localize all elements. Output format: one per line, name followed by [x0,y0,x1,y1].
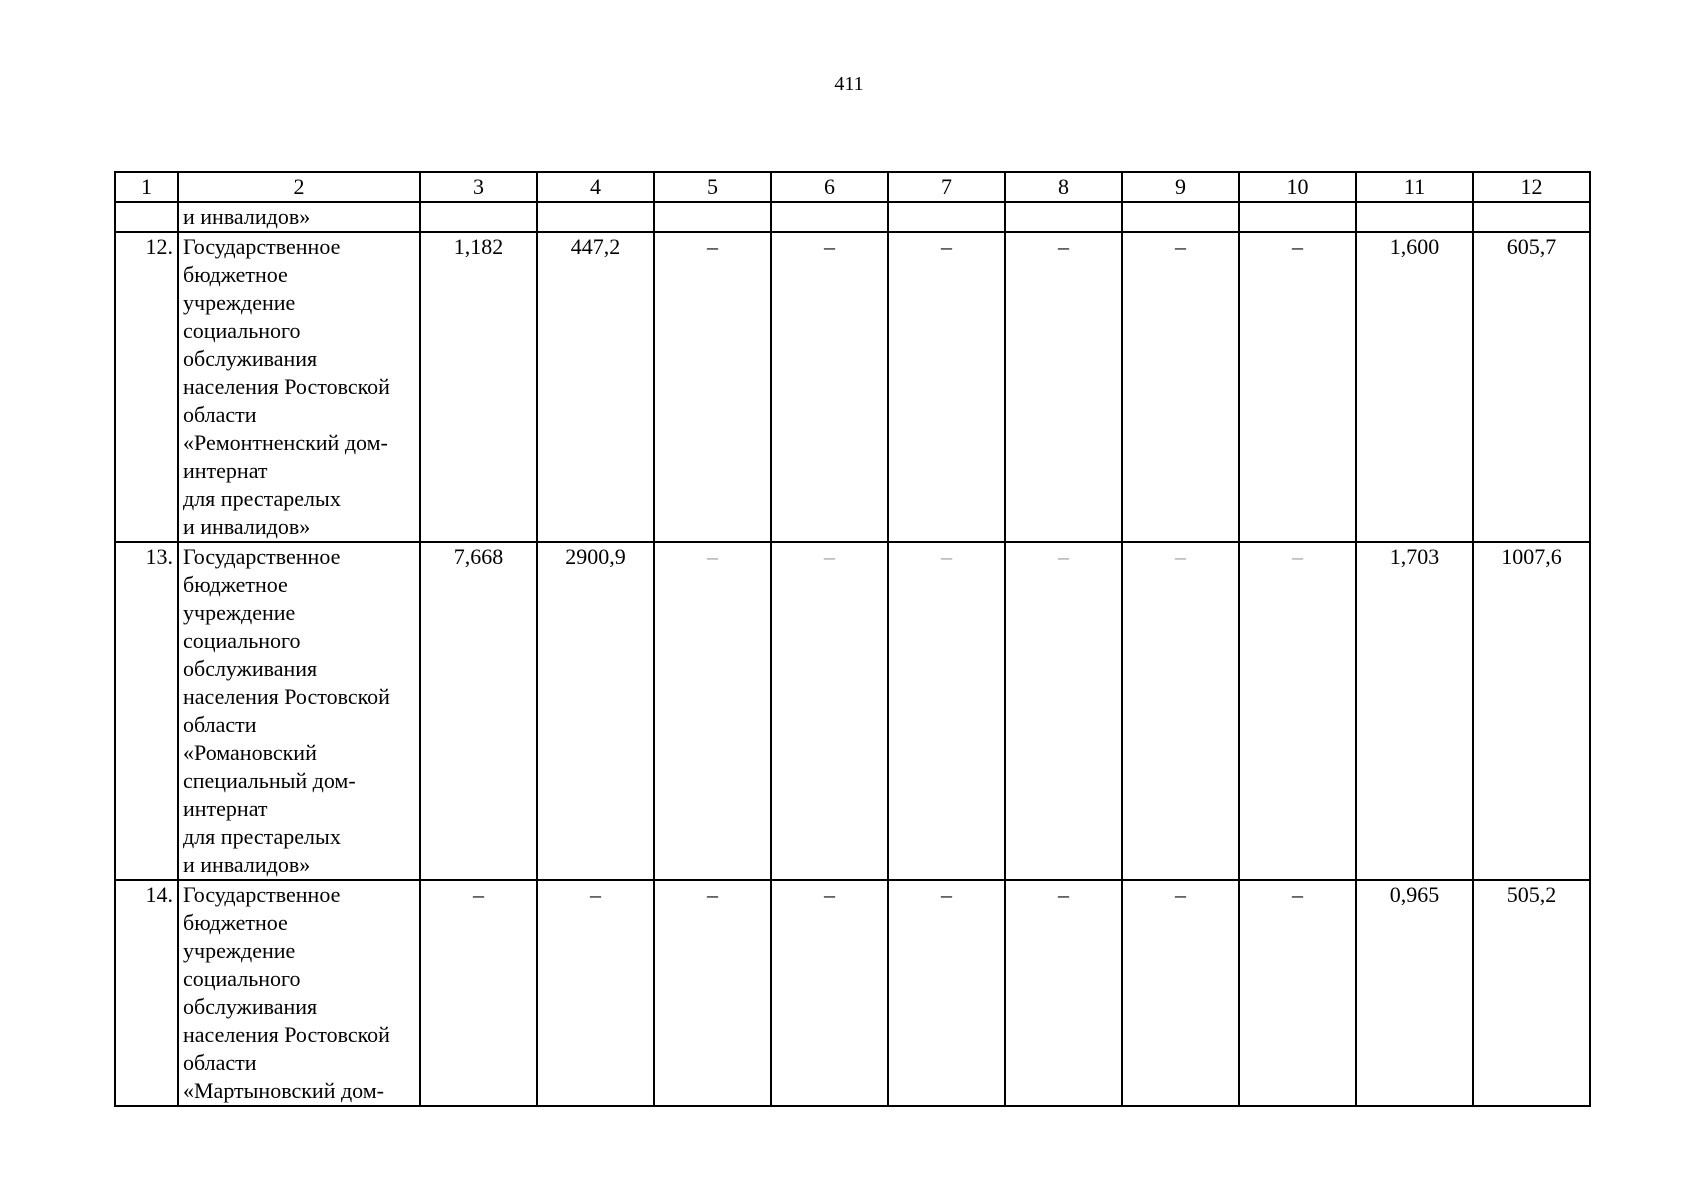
row-number: 14. [115,880,178,1106]
empty-cell [771,202,888,232]
header-cell: 5 [654,172,771,202]
empty-cell [1473,202,1590,232]
header-cell: 4 [537,172,654,202]
row-number: 12. [115,232,178,542]
value-cell: – [771,232,888,542]
table-row [115,542,1590,880]
empty-cell [1005,202,1122,232]
header-cell: 10 [1239,172,1356,202]
value-cell: 505,2 [1473,880,1590,1106]
value-cell: – [888,880,1005,1106]
empty-cell [1122,202,1239,232]
table-row [115,880,1590,1106]
value-cell: 1,600 [1356,232,1473,542]
value-cell: – [1005,232,1122,542]
value-cell: 0,965 [1356,880,1473,1106]
empty-cell [654,202,771,232]
header-cell: 9 [1122,172,1239,202]
value-cell: – [654,232,771,542]
header-cell: 12 [1473,172,1590,202]
header-cell: 11 [1356,172,1473,202]
header-cell: 2 [178,172,420,202]
header-cell: 6 [771,172,888,202]
value-cell: – [1239,880,1356,1106]
value-cell: 1,703 [1356,542,1473,880]
row-number: 13. [115,542,178,880]
empty-cell [1356,202,1473,232]
value-cell: – [1005,542,1122,880]
page-number: 411 [834,73,864,95]
value-cell: 605,7 [1473,232,1590,542]
value-cell: – [771,542,888,880]
data-table [114,171,1591,1107]
empty-cell [888,202,1005,232]
header-cell: 3 [420,172,537,202]
empty-cell [420,202,537,232]
empty-cell [1239,202,1356,232]
value-cell: – [888,542,1005,880]
value-cell: – [888,232,1005,542]
empty-cell [537,202,654,232]
header-cell: 8 [1005,172,1122,202]
value-cell: 1007,6 [1473,542,1590,880]
value-cell: – [1239,232,1356,542]
value-cell: – [1005,880,1122,1106]
value-cell: – [537,880,654,1106]
value-cell: – [654,542,771,880]
value-cell: – [1122,232,1239,542]
institution-name: Государственное бюджетное учреждение социального обслуживания населения Ростовской области «Мартыновский дом- [178,880,420,1106]
value-cell: – [1239,542,1356,880]
empty-cell [115,202,178,232]
header-cell: 1 [115,172,178,202]
table-header-row [115,172,1590,202]
table-row [115,232,1590,542]
value-cell: – [1122,542,1239,880]
value-cell: – [420,880,537,1106]
value-cell: 2900,9 [537,542,654,880]
value-cell: 447,2 [537,232,654,542]
value-cell: – [1122,880,1239,1106]
value-cell: – [771,880,888,1106]
value-cell: 7,668 [420,542,537,880]
institution-name: Государственное бюджетное учреждение социального обслуживания населения Ростовской области «Романовский специальный дом- интернат для престарелых и инвалидов» [178,542,420,880]
institution-name: и инвалидов» [178,202,420,232]
value-cell: – [654,880,771,1106]
continuation-row [115,202,1590,232]
header-cell: 7 [888,172,1005,202]
institution-name: Государственное бюджетное учреждение социального обслуживания населения Ростовской области «Ремонтненский дом- интернат для престарелых и инвалидов» [178,232,420,542]
value-cell: 1,182 [420,232,537,542]
